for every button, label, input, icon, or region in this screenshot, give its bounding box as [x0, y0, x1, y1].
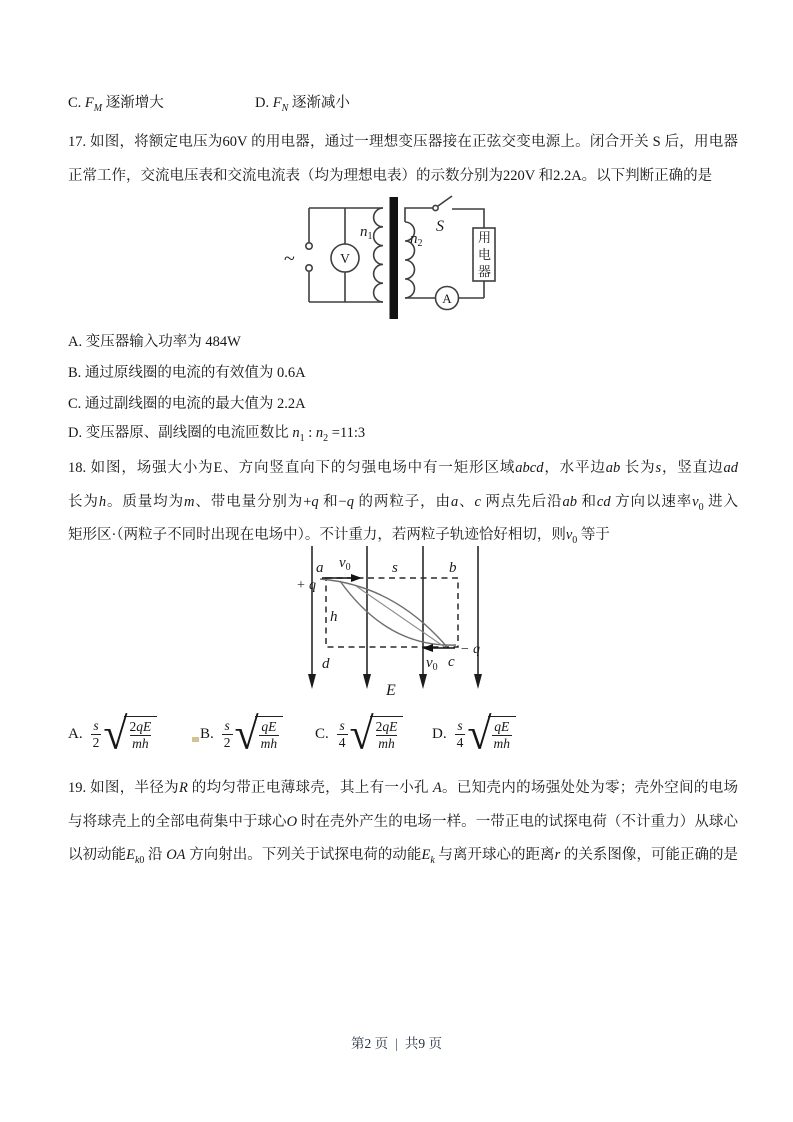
q17-option-b: B. 通过原线圈的电流的有效值为 0.6A: [68, 365, 306, 381]
q17-option-d: D. 变压器原、副线圈的电流匝数比 $n_1$ : $n_2$ =11:3: [68, 425, 366, 444]
label-b: b: [449, 560, 457, 576]
minus-sign: −: [461, 642, 469, 657]
option-label: D.: [432, 725, 447, 742]
var-n: n: [360, 224, 368, 240]
label-v0-bottom: [426, 655, 438, 673]
square-root: [103, 708, 157, 759]
text-line: 正常工作，交流电压表和交流电流表（均为理想电表）的示数分别为220V 和2.2A。以下判断正确的是: [68, 167, 713, 184]
square-root: [234, 708, 284, 759]
label-plus-q: [297, 578, 316, 593]
denominator: 2: [92, 734, 100, 750]
question-19-stem: [68, 772, 738, 873]
sub-2: 2: [417, 238, 423, 249]
radical-sign: √: [467, 708, 492, 759]
label-h: h: [330, 609, 338, 625]
page-total: 共9 页: [404, 1036, 442, 1051]
radicand-numerator: qE: [261, 719, 277, 735]
coefficient-fraction: [222, 718, 233, 751]
label-switch-s: S: [436, 218, 444, 235]
page-number: 第2 页: [351, 1036, 389, 1051]
square-root: [467, 708, 516, 759]
page-footer: [0, 1032, 793, 1052]
radical-sign: √: [234, 708, 259, 759]
q18-option-b: [200, 708, 283, 759]
q17-option-c: C. 通过副线圈的电流的最大值为 2.2A: [68, 396, 306, 412]
transformer-core: [390, 197, 399, 319]
radicand-denominator: mh: [260, 736, 278, 752]
ac-source-icon: ~: [284, 248, 295, 270]
sub-0: 0: [432, 662, 438, 673]
secondary-coil: [405, 208, 433, 298]
switch-blade: [438, 196, 452, 206]
text-line: 矩形区·（两粒子不同时出现在电场中）。不计重力，若两粒子轨迹恰好相切，则$v_0$ 等于: [68, 527, 610, 546]
radicand-denominator: mh: [493, 736, 510, 752]
footer-separator: |: [395, 1036, 398, 1051]
denominator: 4: [456, 734, 464, 750]
radical-sign: √: [103, 708, 128, 759]
square-root: [349, 708, 404, 759]
denominator: 2: [223, 734, 231, 750]
label-n1: [360, 224, 373, 242]
numerator: s: [457, 717, 463, 733]
coefficient-fraction: [455, 718, 466, 751]
var-v: v: [339, 555, 346, 571]
trajectory-positive-charge: [320, 579, 447, 647]
text-line: 长为h。质量均为m、带电量分别为+q 和−q 的两粒子，由a、c 两点先后沿ab 和cd 方向以速率$v_0$ 进入: [68, 493, 738, 513]
option-label: C.: [315, 725, 329, 742]
trajectory-negative-charge: [340, 581, 456, 645]
var-v: v: [426, 655, 433, 671]
var-q: q: [473, 642, 480, 657]
option-label: A.: [68, 725, 83, 742]
primary-coil: [374, 208, 383, 302]
switch-contact: [433, 205, 438, 210]
q18-option-d: [432, 708, 516, 759]
tangent-line: [356, 586, 446, 648]
option-label: B.: [200, 725, 214, 742]
denominator: 4: [338, 734, 346, 750]
numerator: s: [224, 717, 230, 733]
sub-0: 0: [345, 562, 351, 573]
prev-option-d: D. $F_N$ 逐渐减小: [255, 95, 350, 114]
label-d: d: [322, 656, 330, 672]
scan-artifact: [192, 737, 199, 742]
prev-option-c: C. $F_M$ 逐渐增大: [68, 95, 164, 114]
q18-option-a: [68, 708, 157, 759]
radicand-numerator: 2qE: [375, 719, 398, 735]
var-q: q: [309, 578, 316, 593]
radicand-denominator: mh: [378, 736, 395, 752]
q17-option-a: A. 变压器输入功率为 484W: [68, 334, 241, 350]
load-char-3: 器: [477, 264, 492, 279]
coefficient-fraction: [337, 718, 348, 751]
ammeter-letter: A: [442, 291, 452, 306]
text-line: 与将球壳上的全部电荷集中于球心O 时在壳外产生的电场一样。一带正电的试探电荷（不计重力）从球心: [68, 813, 738, 830]
transformer-circuit-diagram: [278, 190, 503, 328]
q18-option-c: [315, 708, 403, 759]
var-n: n: [410, 231, 418, 247]
question-17-stem: [68, 126, 738, 193]
text-line: 以初动能$E_{k0}$ 沿 OA 方向射出。下列关于试探电荷的动能$E_k$ 与离开球心的距离r 的关系图像，可能正确的是: [68, 847, 738, 866]
label-minus-q: [461, 642, 480, 657]
trajectories: [320, 579, 456, 648]
numerator: s: [339, 717, 345, 733]
radicand-numerator: 2qE: [129, 719, 152, 735]
text-line: 19. 如图，半径为R 的均匀带正电薄球壳，其上有一小孔 A。已知壳内的场强处处为零；壳外空间的电场: [68, 780, 738, 796]
load-char-1: 用: [477, 230, 492, 245]
radicand-denominator: mh: [132, 736, 149, 752]
voltmeter-letter: V: [340, 251, 350, 266]
numerator: s: [93, 717, 99, 733]
label-v0-top: [339, 555, 351, 573]
load-char-2: 电: [477, 247, 492, 262]
label-s: s: [392, 560, 398, 576]
coefficient-fraction: [91, 718, 102, 751]
radical-sign: √: [349, 708, 374, 759]
question-18-stem: [68, 452, 738, 553]
label-n2: [410, 231, 423, 249]
text-line: 17. 如图，将额定电压为60V 的用电器，通过一理想变压器接在正弦交变电源上。闭合开关 S 后，用电器: [68, 134, 738, 150]
radicand-numerator: qE: [494, 719, 510, 735]
electric-field-diagram: [280, 540, 495, 702]
label-c: c: [448, 654, 455, 670]
plus-sign: +: [297, 578, 305, 593]
sub-1: 1: [367, 231, 373, 242]
label-a: a: [316, 560, 324, 576]
text-line: 18. 如图，场强大小为E、方向竖直向下的匀强电场中有一矩形区域abcd，水平边ab 长为s，竖直边ad: [68, 460, 738, 476]
label-E: E: [386, 682, 396, 699]
